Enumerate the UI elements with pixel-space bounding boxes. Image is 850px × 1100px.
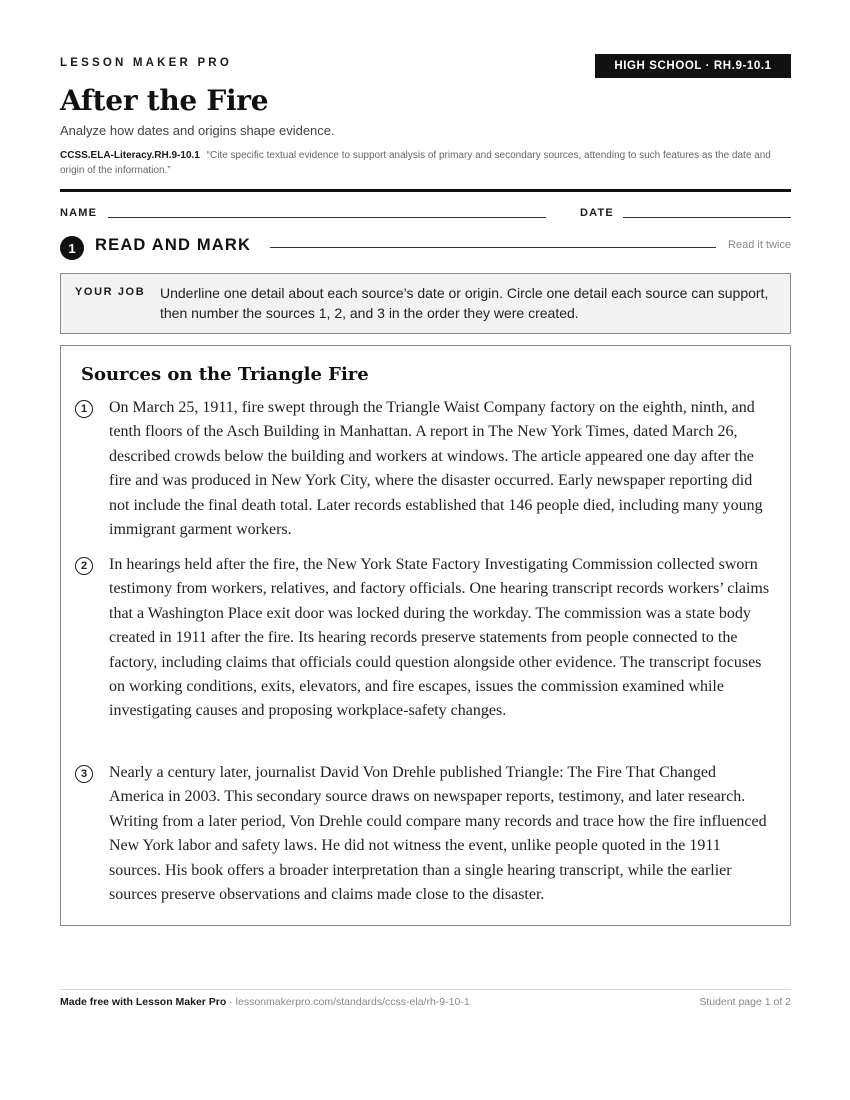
source-number-circle: 1: [75, 400, 93, 418]
grade-standard-badge: HIGH SCHOOL · RH.9-10.1: [595, 54, 791, 78]
header-divider: [60, 189, 791, 192]
source-text: Nearly a century later, journalist David Von Drehle published Triangle: The Fire That Changed America in 2003. This secondary source draws on newspaper reports, testimony, and later research. Writing from a later period, Von Drehle could compare many records and trace how the fire influenced New York labor and safety laws. He did not witness the event, unlike people quoted in the 1911 sources. His book offers a broader interpretation than a single hearing transcript, while the earlier sources preserve observations and claims made close to the disaster.: [109, 764, 767, 904]
footer-url[interactable]: · lessonmakerpro.com/standards/ccss-ela/rh-9-10-1: [229, 996, 470, 1008]
name-label: NAME: [60, 207, 98, 219]
standard-description: [60, 148, 792, 178]
date-field-line[interactable]: [623, 217, 791, 218]
page-subtitle: Analyze how dates and origins shape evidence.: [60, 123, 335, 138]
brand-name: LESSON MAKER PRO: [60, 57, 232, 69]
sources-panel: [60, 345, 791, 926]
your-job-label: YOUR JOB: [75, 286, 146, 298]
date-label: DATE: [580, 207, 614, 219]
footer-made-by: Made free with Lesson Maker Pro: [60, 996, 227, 1008]
footer-credit: [60, 996, 470, 1008]
section-title: READ AND MARK: [95, 236, 252, 254]
name-field-line[interactable]: [108, 217, 546, 218]
your-job-instructions: Underline one detail about each source’s date or origin. Circle one detail each source can support, then number the sources 1, 2, and 3 in the order they were created.: [160, 285, 769, 321]
sources-title: Sources on the Triangle Fire: [81, 364, 369, 385]
source-number-circle: 3: [75, 765, 93, 783]
standard-quote: “Cite specific textual evidence to support analysis of primary and secondary sources, attending to such features as the date and origin of the information.”: [60, 150, 771, 176]
source-text: In hearings held after the fire, the New York State Factory Investigating Commission collected sworn testimony from workers, relatives, and factory officials. One hearing transcript records workers’ claims that a Washington Place exit door was locked during the workday. The commission was a state body created in 1911 after the fire. Its hearing records preserve statements from people connected to the factory, including claims that officials could question alongside other evidence. The transcript focuses on working conditions, exits, elevators, and fire escapes, issues the commission examined while investigating causes and proposing workplace-safety changes.: [109, 556, 770, 720]
page-title: After the Fire: [60, 84, 269, 117]
source-number-circle: 2: [75, 557, 93, 575]
section-note: Read it twice: [728, 239, 791, 251]
section-number-badge: 1: [60, 236, 84, 260]
footer-page-number: Student page 1 of 2: [699, 996, 791, 1008]
source-text: On March 25, 1911, fire swept through the Triangle Waist Company factory on the eighth, ninth, and tenth floors of the Asch Building in Manhattan. A report in The New York Times, dated March 26, described crowds below the building and workers at windows. The article appeared one day after the fire and was produced in New York City, where the disaster occurred. Early newspaper reporting did not include the final death total. Later records established that 146 people died, including many young immigrant garment workers.: [109, 399, 763, 539]
footer-divider: [60, 989, 791, 990]
section-divider: [270, 247, 716, 248]
your-job-box: [60, 273, 791, 334]
standard-code: CCSS.ELA-Literacy.RH.9-10.1: [60, 150, 200, 161]
